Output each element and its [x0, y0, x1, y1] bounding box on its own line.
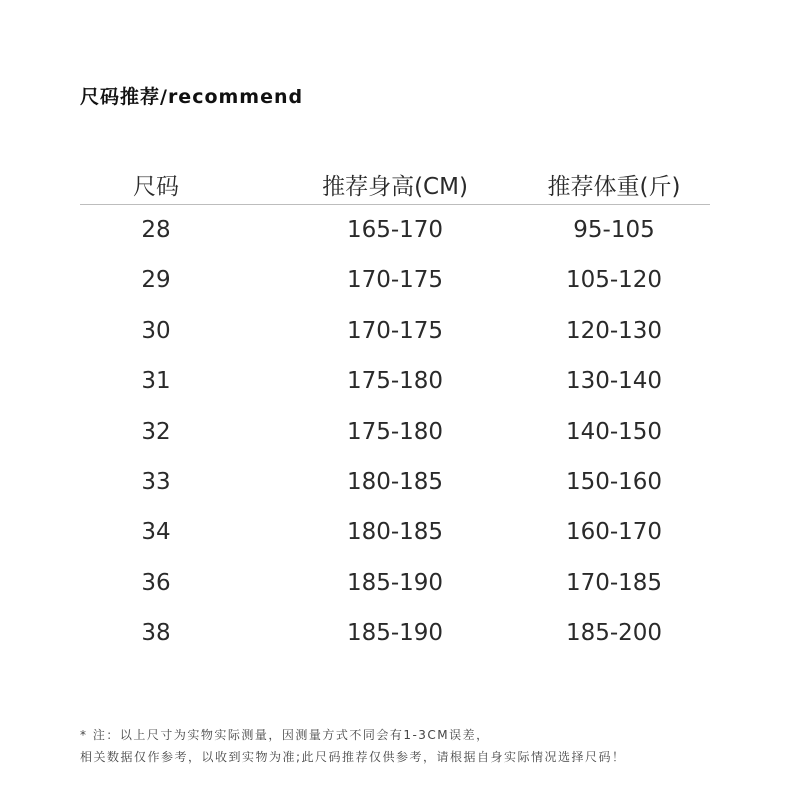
height-cell: 185-190: [346, 620, 444, 647]
header-weight: 推荐体重(斤): [547, 174, 681, 200]
height-cell: 175-180: [346, 368, 444, 395]
size-cell: 30: [141, 317, 171, 344]
page-title: 尺码推荐/recommend: [80, 86, 304, 108]
note-line-2: 相关数据仅作参考，以收到实物为准;此尺码推荐仅供参考，请根据自身实际情况选择尺码！: [80, 750, 626, 764]
table-row: [80, 306, 710, 356]
height-cell: 175-180: [346, 418, 444, 445]
height-cell: 165-170: [346, 217, 444, 243]
weight-cell: 170-185: [565, 569, 663, 596]
weight-cell: 120-130: [565, 317, 663, 344]
height-cell: 180-185: [346, 468, 444, 495]
table-row: [80, 407, 710, 457]
note-line-1: * 注：以上尺寸为实物实际测量，因测量方式不同会有1-3CM误差，: [80, 728, 490, 742]
table-row: [80, 558, 710, 608]
weight-cell: 130-140: [565, 368, 663, 395]
table-row: [80, 255, 710, 305]
table-row: [80, 507, 710, 557]
size-cell: 31: [141, 368, 171, 395]
size-cell: 38: [141, 620, 171, 647]
weight-cell: 140-150: [565, 418, 663, 445]
size-cell: 28: [141, 217, 171, 243]
notes: [80, 724, 626, 768]
height-cell: 170-175: [346, 267, 444, 294]
weight-cell: 185-200: [565, 620, 663, 647]
table-row: [80, 205, 710, 255]
table-row: [80, 356, 710, 406]
weight-cell: 160-170: [565, 519, 663, 546]
size-cell: 36: [141, 569, 171, 596]
table-row: [80, 457, 710, 507]
size-table: [80, 160, 710, 659]
height-cell: 180-185: [346, 519, 444, 546]
size-cell: 32: [141, 418, 171, 445]
weight-cell: 105-120: [565, 267, 663, 294]
height-cell: 170-175: [346, 317, 444, 344]
weight-cell: 150-160: [565, 468, 663, 495]
header-height: 推荐身高(CM): [322, 174, 468, 200]
table-row: [80, 608, 710, 658]
size-cell: 29: [141, 267, 171, 294]
table-header-row: [80, 160, 710, 205]
size-cell: 33: [141, 468, 171, 495]
weight-cell: 95-105: [573, 217, 655, 243]
header-size: 尺码: [133, 174, 179, 200]
height-cell: 185-190: [346, 569, 444, 596]
size-cell: 34: [141, 519, 171, 546]
